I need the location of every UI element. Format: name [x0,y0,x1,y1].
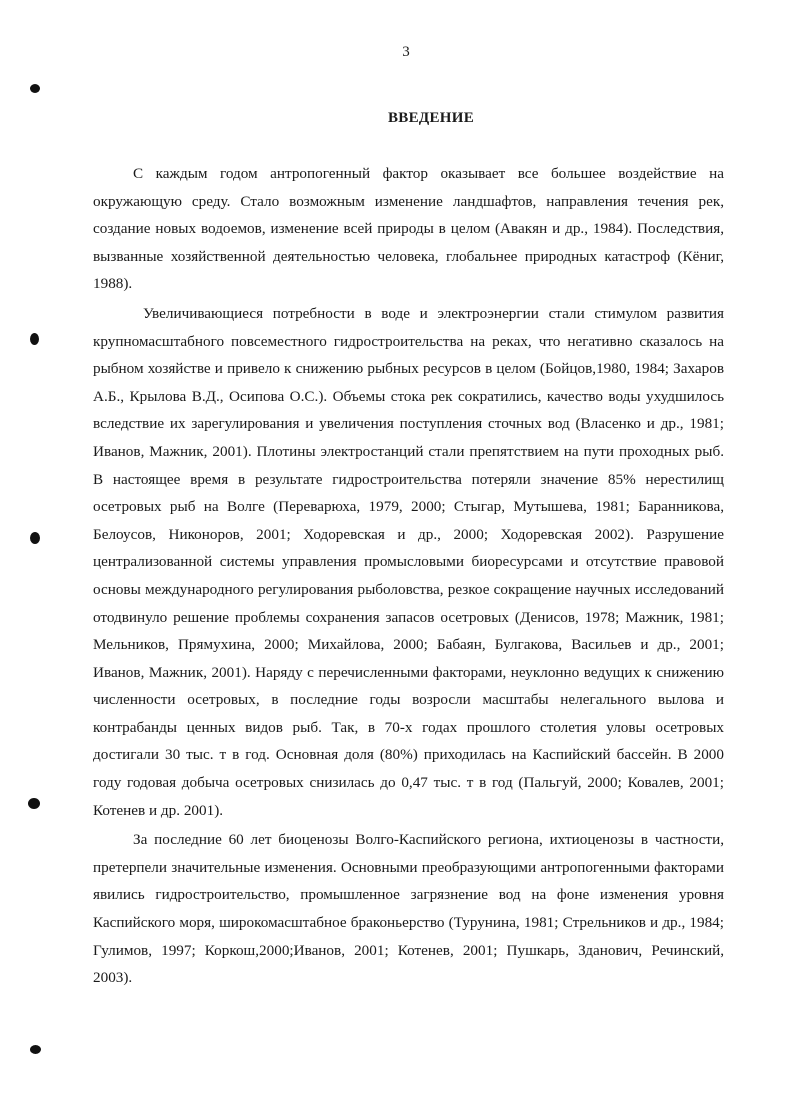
page-title: ВВЕДЕНИЕ [387,110,475,126]
paragraph-2: Увеличивающиеся потребности в воде и электроэнергии стали стимулом развития крупномасштабного повсеместного гидростроительства на реках, что негативно сказалось на рыбном хозяйстве и привело к снижению рыбных ресурсов в целом (Бойцов,1980, 1984; Захаров А.Б., Крылова В.Д., Осипова О.С.). Объемы стока рек сократились, качество воды ухудшилось вследствие их зарегулирования и увеличения поступления сточных вод (Власенко и др., 1981; Иванов, Мажник, 2001). Плотины электростанций стали препятствием на пути проходных рыб. В настоящее время в результате гидростроительства потеряли значение 85% нерестилищ осетровых рыб на Волге (Переварюха, 1979, 2000; Стыгар, Мутышева, 1981; Баранникова, Белоусов, Никоноров, 2001; Ходоревская и др., 2000; Ходоревская 2002). Разрушение централизованной системы управления промысловыми биоресурсами и отсутствие правовой основы международного регулирования рыболовства, резкое сокращение научных исследований отодвинуло решение проблемы сохранения запасов осетровых (Денисов, 1978; Мажник, 1981; Мельников, Прямухина, 2000; Михайлова, 2000; Бабаян, Булгакова, Васильев и др., 2001; Иванов, Мажник, 2001). Наряду с перечисленными факторами, неуклонно ведущих к снижению численности осетровых, в последние годы возросли масштабы нелегального вылова и контрабанды ценных видов рыб. Так, в 70-х годах прошлого столетия уловы осетровых достигали 30 тыс. т в год. Основная доля (80%) приходилась на Каспийский бассейн. В 2000 году годовая добыча осетровых снизилась до 0,47 тыс. т в год (Пальгуй, 2000; Ковалев, 2001; Котенев и др. 2001). [93,304,724,819]
margin-blot [30,84,40,93]
paragraph-1: С каждым годом антропогенный фактор оказывает все большее воздействие на окружающую среду. Стало возможным изменение ландшафтов, направления течения рек, создание новых водоемов, изменение всей природы в целом (Авакян и др., 1984). Последствия, вызванные хозяйственной деятельностью человека, глобальнее природных катастроф (Кёниг, 1988). [93,165,724,293]
margin-blot [30,333,39,345]
paragraph-3: За последние 60 лет биоценозы Волго-Каспийского региона, ихтиоценозы в частности, претерпели значительные изменения. Основными преобразующими антропогенными факторами явились гидростроительство, промышленное загрязнение вод на фоне изменения уровня Каспийского моря, широкомасштабное браконьерство (Турунина, 1981; Стрельников и др., 1984; Гулимов, 1997; Коркош,2000;Иванов, 2001; Котенев, 2001; Пушкарь, Зданович, Речинский, 2003). [93,831,724,987]
body-text [93,160,724,992]
page-number: 3 [402,44,410,60]
margin-blot [28,798,40,809]
margin-blot [30,1045,41,1054]
margin-blot [30,532,40,544]
